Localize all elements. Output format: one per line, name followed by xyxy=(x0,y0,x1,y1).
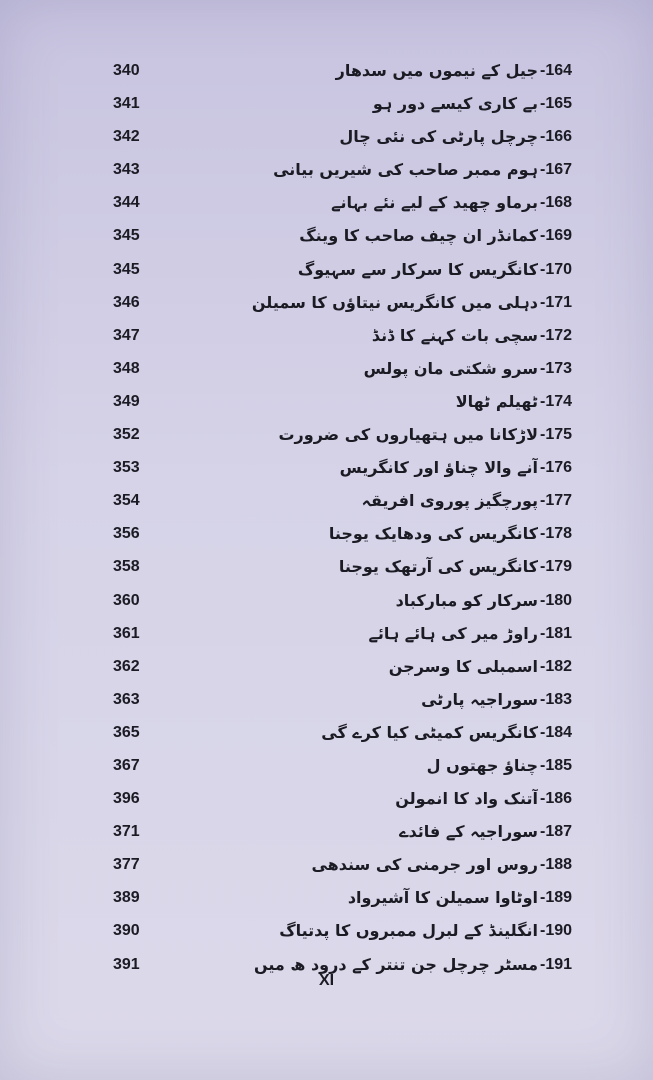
toc-entry-number: -173 xyxy=(540,359,573,377)
toc-entry xyxy=(0,286,653,319)
toc-entry xyxy=(0,716,653,749)
toc-page-number: 353 xyxy=(113,459,140,477)
toc-page-number: 391 xyxy=(113,955,140,973)
toc-title: برماو چھید کے لیے نئے بہانے xyxy=(331,193,538,213)
toc-entry xyxy=(0,815,653,848)
toc-page-number: 345 xyxy=(113,260,140,278)
toc-title: اوٹاوا سمیلن کا آشیرواد xyxy=(347,888,538,908)
toc-page-number: 349 xyxy=(113,392,140,410)
toc-entry xyxy=(0,87,653,120)
toc-page-number: 367 xyxy=(113,756,140,774)
toc-entry-number: -188 xyxy=(540,856,573,874)
toc-entry-number: -166 xyxy=(540,128,573,146)
toc-page-number: 354 xyxy=(113,492,140,510)
toc-title: کمانڈر ان چیف صاحب کا وینگ xyxy=(299,226,538,246)
toc-title: سرو شکتی مان پولس xyxy=(363,358,538,378)
toc-title: لاڑکانا میں ہتھیاروں کی ضرورت xyxy=(278,425,538,445)
page-folio: XI xyxy=(318,972,335,989)
toc-title: آتنک واد کا انمولن xyxy=(395,789,538,809)
toc-entry-number: -179 xyxy=(540,558,573,576)
toc-title: کانگریس کی ودھایک یوجنا xyxy=(328,524,538,544)
toc-entry xyxy=(0,418,653,451)
toc-entry xyxy=(0,650,653,683)
toc-entry-number: -181 xyxy=(540,624,573,642)
toc-title: کانگریس کی آرتھک یوجنا xyxy=(338,557,538,577)
table-of-contents xyxy=(0,54,653,981)
toc-entry-number: -168 xyxy=(540,194,573,212)
toc-entry xyxy=(0,550,653,583)
toc-page-number: 344 xyxy=(113,194,140,212)
toc-title: دہلی میں کانگریس نیتاؤں کا سمیلن xyxy=(251,292,538,312)
toc-title: اسمبلی کا وسرجن xyxy=(388,656,538,676)
toc-entry xyxy=(0,186,653,219)
toc-page-number: 341 xyxy=(113,95,140,113)
toc-entry-number: -176 xyxy=(540,459,573,477)
toc-entry xyxy=(0,352,653,385)
toc-title: سرکار کو مبارکباد xyxy=(395,590,538,610)
toc-page-number: 371 xyxy=(113,823,140,841)
toc-title: پورچگیز پوروی افریقہ xyxy=(361,491,538,511)
toc-title: ہوم ممبر صاحب کی شیریں بیانی xyxy=(273,160,538,180)
toc-entry xyxy=(0,484,653,517)
toc-page-number: 352 xyxy=(113,426,140,444)
toc-entry xyxy=(0,881,653,914)
toc-page-number: 389 xyxy=(113,889,140,907)
toc-page-number: 358 xyxy=(113,558,140,576)
toc-entry-number: -187 xyxy=(540,823,573,841)
toc-title: راوڑ میر کی ہائے ہائے xyxy=(368,623,538,643)
toc-entry xyxy=(0,385,653,418)
toc-entry-number: -183 xyxy=(540,690,573,708)
toc-entry-number: -190 xyxy=(540,922,573,940)
toc-page-number: 390 xyxy=(113,922,140,940)
toc-page-number: 363 xyxy=(113,690,140,708)
toc-page-number: 342 xyxy=(113,128,140,146)
toc-entry-number: -180 xyxy=(540,591,573,609)
toc-entry xyxy=(0,617,653,650)
toc-entry-number: -177 xyxy=(540,492,573,510)
toc-entry xyxy=(0,319,653,352)
toc-entry-number: -172 xyxy=(540,326,573,344)
toc-title: سوراجیہ پارٹی xyxy=(421,689,538,709)
toc-entry-number: -185 xyxy=(540,756,573,774)
toc-entry-number: -189 xyxy=(540,889,573,907)
toc-entry-number: -164 xyxy=(540,62,573,79)
toc-page-number: 361 xyxy=(113,624,140,642)
toc-entry xyxy=(0,517,653,550)
toc-page-number: 348 xyxy=(113,359,140,377)
toc-entry-number: -178 xyxy=(540,525,573,543)
toc-title: چناؤ جھتوں ل xyxy=(426,755,538,775)
toc-title: سوراجیہ کے فائدے xyxy=(399,822,538,842)
toc-page-number: 346 xyxy=(113,293,140,311)
toc-title: آنے والا چناؤ اور کانگریس xyxy=(339,458,538,478)
toc-entry xyxy=(0,782,653,815)
toc-title: روس اور جرمنی کی سندھی xyxy=(311,855,538,875)
toc-entry xyxy=(0,584,653,617)
toc-entry-number: -186 xyxy=(540,790,573,808)
toc-entry-number: -169 xyxy=(540,227,573,245)
toc-entry xyxy=(0,153,653,186)
toc-page-number: 345 xyxy=(113,227,140,245)
toc-page-number: 362 xyxy=(113,657,140,675)
toc-title: جیل کے نیموں میں سدھار xyxy=(335,61,538,80)
toc-title: ٹھیلم ٹھالا xyxy=(455,391,538,411)
toc-title: کانگریس کمیٹی کیا کرے گی xyxy=(321,722,538,742)
toc-title: انگلینڈ کے لبرل ممبروں کا پدتیاگ xyxy=(279,921,538,941)
toc-entry xyxy=(0,253,653,286)
toc-entry-number: -174 xyxy=(540,392,573,410)
toc-page-number: 340 xyxy=(113,62,140,79)
toc-entry xyxy=(0,683,653,716)
toc-entry xyxy=(0,54,653,87)
toc-title: چرچل پارٹی کی نئی چال xyxy=(339,127,538,147)
toc-title: مسٹر چرچل جن تنتر کے درود ھ میں xyxy=(253,954,538,974)
toc-page-number: 365 xyxy=(113,723,140,741)
toc-page-number: 360 xyxy=(113,591,140,609)
toc-page-number: 356 xyxy=(113,525,140,543)
toc-page-number: 347 xyxy=(113,326,140,344)
toc-page-number: 343 xyxy=(113,161,140,179)
toc-title: کانگریس کا سرکار سے سہیوگ xyxy=(297,259,538,279)
toc-page-number: 396 xyxy=(113,790,140,808)
toc-entry-number: -167 xyxy=(540,161,573,179)
toc-page-number: 377 xyxy=(113,856,140,874)
toc-title: سچی بات کہنے کا ڈنڈ xyxy=(371,325,538,345)
toc-entry-number: -171 xyxy=(540,293,573,311)
toc-entry-number: -165 xyxy=(540,95,573,113)
toc-entry-number: -175 xyxy=(540,426,573,444)
toc-title: بے کاری کیسے دور ہو xyxy=(372,94,538,114)
toc-entry-number: -182 xyxy=(540,657,573,675)
toc-entry xyxy=(0,120,653,153)
toc-entry xyxy=(0,848,653,881)
toc-entry xyxy=(0,749,653,782)
toc-entry-number: -191 xyxy=(540,955,573,973)
toc-entry xyxy=(0,914,653,947)
toc-entry-number: -184 xyxy=(540,723,573,741)
toc-entry xyxy=(0,219,653,252)
toc-entry-number: -170 xyxy=(540,260,573,278)
toc-entry xyxy=(0,451,653,484)
